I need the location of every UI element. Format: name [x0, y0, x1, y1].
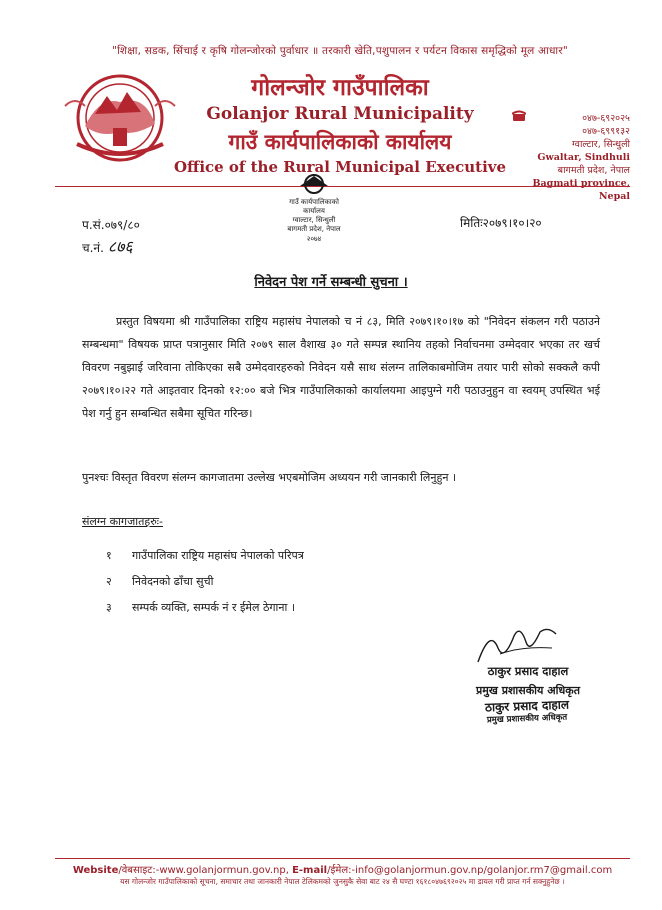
province-en: Bagmati province, Nepal: [532, 178, 630, 202]
stamp-line-2: कार्यालय: [303, 207, 325, 215]
seal-name: ठाकुर प्रसाद दाहाल: [484, 697, 570, 715]
list-item-number: २: [106, 575, 112, 588]
municipality-name-np: गोलन्जोर गाउँपालिका: [251, 75, 429, 101]
enclosures-heading: संलग्न कागजातहरुः-: [82, 515, 163, 528]
seal-title: प्रमुख प्रशासकीय अधिकृत: [486, 712, 568, 726]
letter-body: प्रस्तुत विषयमा श्री गाउँपालिका राष्ट्रिय महासंघ नेपालको च नं ८३, मिति २०७९।१०।१७ को "निवेदन संकलन गरी पठाउने सम्बन्धमा" विषयक प्राप्त पत्रानुसार मिति २०७९ साल वैशाख ३० गते सम्पन्न स्थानिय तहको निर्वाचनमा उम्मेदवार भएका तर खर्च विवरण नबुझाई जरिवाना तोकिएका सबै उम्मेदवारहरुको निवेदन यसै साथ संलग्न तालिकाबमोजिम तयार पारी सोको सक्कलै कपी २०७९।१०।२२ गते आइतवार दिनको १२:०० बजे भित्र गाउँपालिकाको कार्यालयमा आइपुग्ने गरी पठाउनुहुन वा स्वयम् उपस्थित भई पेश गर्नु हुन सम्बन्धित सबैमा सूचित गरिन्छ।: [82, 315, 600, 420]
list-item-text: सम्पर्क व्यक्ति, सम्पर्क नं र ईमेल ठेगाना ।: [132, 601, 296, 614]
stamp-line-1: गाउँ कार्यपालिकाको: [289, 198, 339, 206]
date-value: २०७९।१०।२०: [482, 216, 542, 230]
phone-2: ०४७-६९९१३२: [582, 126, 630, 137]
contact-block: [510, 112, 630, 203]
footer-contact: Website/वेबसाइट:-www.golanjormun.gov.np, E-mail/ईमेल:-info@golanjormun.gov.np/golanjor.rm7@gmail.com: [72, 865, 613, 876]
cn-value: ८७६: [107, 237, 133, 256]
stamp-line-3: ग्वाल्टार, सिन्धुली: [292, 216, 336, 224]
website-label-np: वेबसाइट: [121, 865, 153, 876]
email-label: E-mail: [292, 865, 328, 876]
footer-divider: [55, 858, 630, 859]
date-label: मितिः: [460, 216, 483, 230]
email-link[interactable]: info@golanjormun.gov.np/golanjor.rm7@gmail.com: [355, 865, 613, 876]
signature-icon: [470, 618, 560, 668]
list-item: [106, 569, 304, 595]
nepal-emblem-icon: [55, 66, 185, 166]
list-item-text: निवेदनको ढाँचा सुची: [132, 575, 214, 588]
subject-text: निवेदन पेश गर्ने सम्बन्धी सुचना ।: [254, 275, 408, 290]
list-item: [106, 543, 304, 569]
stamp-line-4: बागमती प्रदेश, नेपाल: [287, 225, 341, 233]
website-label: Website: [72, 865, 119, 876]
list-item-number: ३: [106, 601, 112, 614]
province-np: बागमती प्रदेश, नेपाल: [557, 165, 630, 176]
cn-label: च.नं.: [82, 241, 104, 255]
email-label-np: ईमेल: [330, 865, 349, 876]
list-item-text: गाउँपालिका राष्ट्रिय महासंघ नेपालको परिपत्र: [132, 549, 304, 562]
letter-subject: [0, 272, 662, 290]
letter-date: [460, 214, 542, 231]
website-link[interactable]: www.golanjormun.gov.np: [159, 865, 286, 876]
reference-block: [82, 214, 140, 259]
office-name-en: Office of the Rural Municipal Executive: [173, 158, 507, 176]
header-slogan: "शिक्षा, सडक, सिंचाई र कृषि गोलन्जोरको पुर्वाधार ॥ तरकारी खेति,पशुपालन र पर्यटन विकास समृद्धिको मूल आधार": [112, 45, 568, 57]
signatory-title: प्रमुख प्रशासकीय अधिकृत: [476, 684, 580, 697]
footer-notice: यस गोलन्जोर गाउँपालिकाको सूचना, समाचार तथा जानकारी नेपाल टेलिकमको जुनसुकै सेवा बाट २४ सै घण्टा १६१८०४७६९२०२५ मा डायल गरी प्राप्त गर्न सक्नुहुनेछ ।: [120, 877, 565, 886]
address-en: Gwaltar, Sindhuli: [537, 152, 630, 163]
phone-1: ०४७-६९२०२५: [582, 113, 630, 124]
office-stamp: [268, 170, 360, 250]
postscript: पुनश्चः विस्तृत विवरण संलग्न कागजातमा उल्लेख भएबमोजिम अध्ययन गरी जानकारी लिनुहुन ।: [82, 471, 457, 484]
stamp-line-5: २०७४: [306, 235, 322, 243]
ps-value: ०७९/८०: [104, 218, 140, 232]
list-item: [106, 595, 304, 621]
signatory-name: ठाकुर प्रसाद दाहाल: [487, 664, 569, 678]
address-np: ग्वाल्टार, सिन्धुली: [572, 139, 630, 150]
municipality-name-en: Golanjor Rural Municipality: [206, 104, 474, 124]
ps-label: प.सं.: [82, 218, 105, 232]
office-name-np: गाउँ कार्यपालिकाको कार्यालय: [228, 130, 452, 154]
list-item-number: १: [106, 549, 112, 562]
enclosures-list: [106, 543, 304, 621]
